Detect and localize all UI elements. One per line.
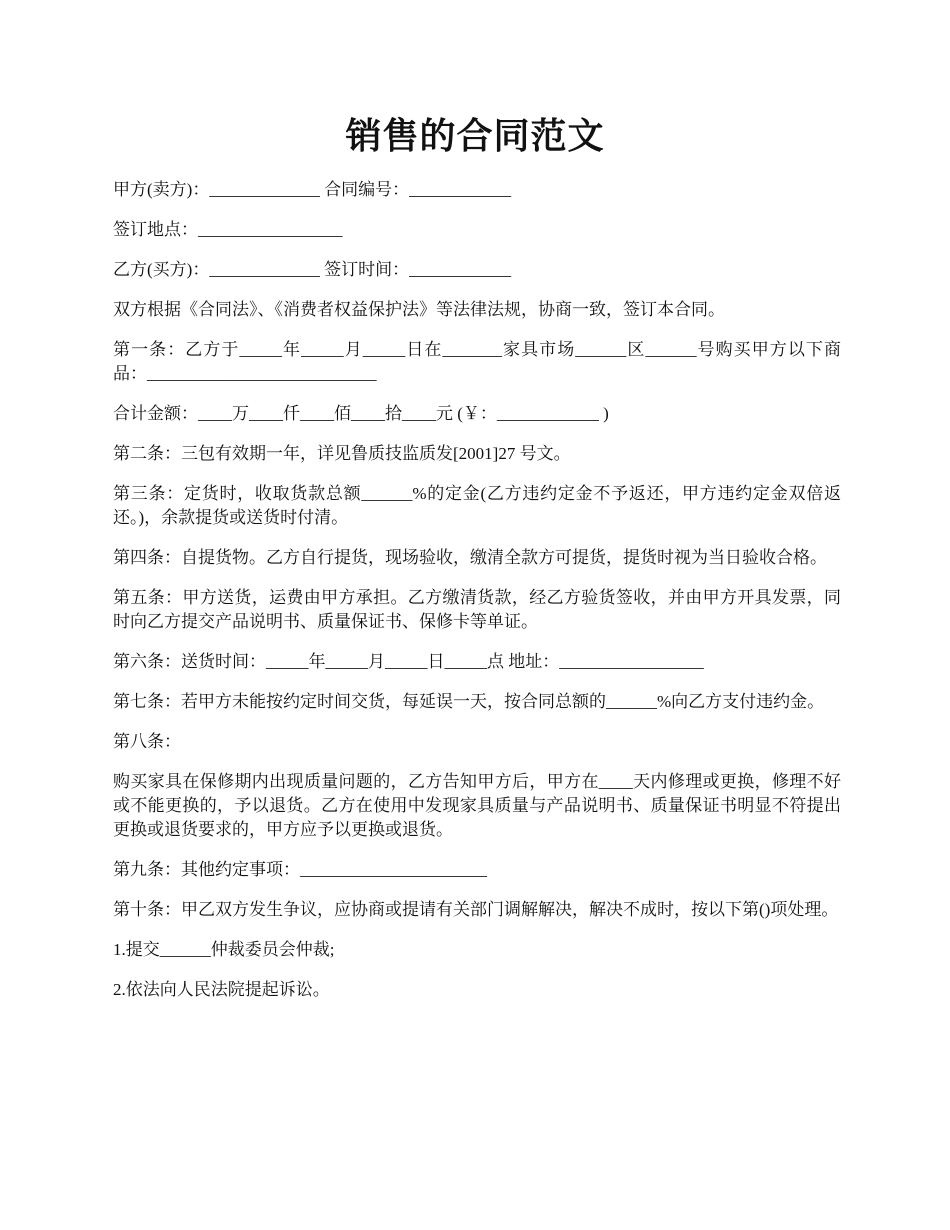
signing-place-line: 签订地点：_________________ (113, 220, 343, 239)
document-body (113, 178, 841, 1018)
total-amount-line: 合计金额：____万____仟____佰____拾____元 (￥：____________ ) (113, 404, 609, 423)
article-1: 第一条：乙方于_____年_____月_____日在_______家具市场______区______号购买甲方以下商品：___________________________ (113, 340, 841, 383)
document-title: 销售的合同范文 (345, 116, 605, 156)
article-2: 第二条：三包有效期一年，详见鲁质技监质发[2001]27 号文。 (113, 444, 571, 463)
dispute-option-1: 1.提交______仲裁委员会仲裁; (113, 940, 335, 959)
article-8-heading: 第八条： (113, 732, 181, 751)
article-3: 第三条：定货时，收取货款总额______%的定金(乙方违约定金不予返还，甲方违约定金双倍返还。)，余款提货或送货时付清。 (113, 484, 841, 527)
party-a-line: 甲方(卖方)：_____________ 合同编号：____________ (113, 180, 512, 199)
article-4: 第四条：自提货物。乙方自行提货，现场验收，缴清全款方可提货，提货时视为当日验收合格。 (113, 548, 827, 567)
party-b-line: 乙方(买方)：_____________ 签订时间：____________ (113, 260, 512, 279)
article-5: 第五条：甲方送货，运费由甲方承担。乙方缴清货款，经乙方验货签收，并由甲方开具发票，同时向乙方提交产品说明书、质量保证书、保修卡等单证。 (113, 588, 841, 631)
article-8-body: 购买家具在保修期内出现质量问题的，乙方告知甲方后，甲方在____天内修理或更换，修理不好或不能更换的，予以退货。乙方在使用中发现家具质量与产品说明书、质量保证书明显不符提出更换或退货要求的，甲方应予以更换或退货。 (113, 772, 841, 839)
article-9: 第九条：其他约定事项：______________________ (113, 860, 487, 879)
article-10: 第十条：甲乙双方发生争议，应协商或提请有关部门调解解决，解决不成时，按以下第()项处理。 (113, 900, 839, 919)
article-6: 第六条：送货时间：_____年_____月_____日_____点 地址：_________________ (113, 652, 704, 671)
preamble-paragraph: 双方根据《合同法》、《消费者权益保护法》等法律法规，协商一致，签订本合同。 (113, 300, 725, 319)
dispute-option-2: 2.依法向人民法院提起诉讼。 (113, 980, 330, 999)
article-7: 第七条：若甲方未能按约定时间交货，每延误一天，按合同总额的______%向乙方支付违约金。 (113, 692, 825, 711)
